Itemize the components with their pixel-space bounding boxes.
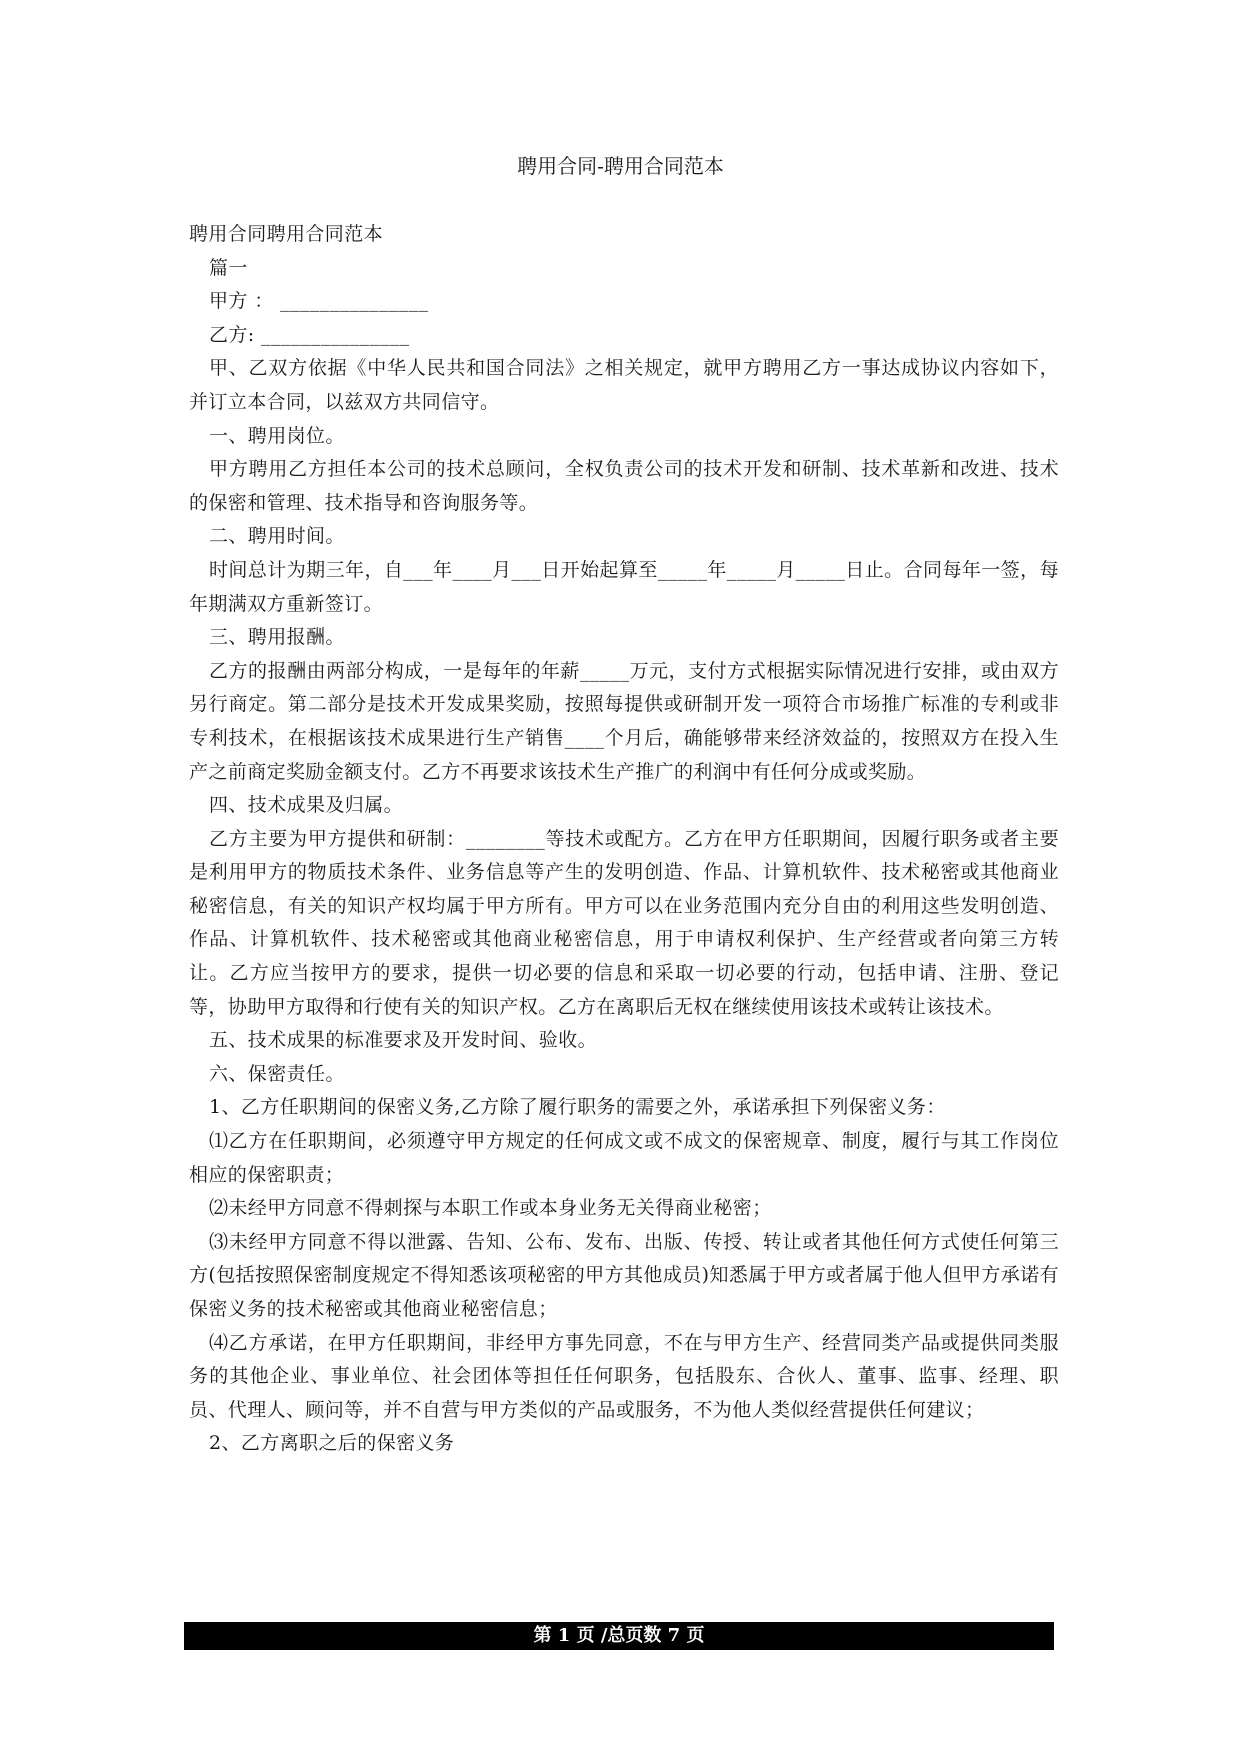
list-item: ⑵未经甲方同意不得刺探与本职工作或本身业务无关得商业秘密； [209, 1197, 772, 1220]
section-heading: 五、技术成果的标准要求及开发时间、验收。 [209, 1029, 598, 1052]
paragraph: 1、乙方任职期间的保密义务,乙方除了履行职务的需要之外，承诺承担下列保密义务： [209, 1096, 946, 1119]
paragraph: 聘用合同聘用合同范本 [189, 223, 384, 245]
section-heading: 六、保密责任。 [209, 1062, 345, 1085]
list-item: ⑴乙方在任职期间，必须遵守甲方规定的任何成文或不成文的保密规章、制度，履行与其工作岗位相应的保密职责； [189, 1130, 1059, 1186]
page-footer [184, 1622, 1054, 1650]
section-heading: 四、技术成果及归属。 [209, 794, 404, 817]
party-a-line: 甲方 ： _______________ [209, 290, 429, 313]
paragraph: 篇一 [209, 256, 248, 279]
paragraph: 2、乙方离职之后的保密义务 [209, 1432, 455, 1455]
document-body [189, 218, 1059, 1461]
paragraph: 时间总计为期三年，自___年____月___日开始起算至_____年_____月_____日止。合同每年一签，每年期满双方重新签订。 [189, 558, 1059, 615]
page-number-label: 第 1 页 /总页数 7 页 [533, 1625, 705, 1646]
section-heading: 二、聘用时间。 [209, 525, 345, 548]
section-heading: 一、聘用岗位。 [209, 424, 345, 447]
page-title: 聘用合同-聘用合同范本 [517, 154, 724, 178]
party-b-line: 乙方: _______________ [209, 323, 410, 346]
list-item: ⑷乙方承诺，在甲方任职期间，非经甲方事先同意，不在与甲方生产、经营同类产品或提供同类服务的其他企业、事业单位、社会团体等担任任何职务，包括股东、合伙人、董事、监事、经理、职员、代理人、顾问等，并不自营与甲方类似的产品或服务，不为他人类似经营提供任何建议； [189, 1331, 1059, 1421]
list-item: ⑶未经甲方同意不得以泄露、告知、公布、发布、出版、传授、转让或者其他任何方式使任何第三方(包括按照保密制度规定不得知悉该项秘密的甲方其他成员)知悉属于甲方或者属于他人但甲方承诺有保密义务的技术秘密或其他商业秘密信息； [189, 1230, 1059, 1320]
paragraph: 乙方主要为甲方提供和研制：________等技术或配方。乙方在甲方任职期间，因履行职务或者主要是利用甲方的物质技术条件、业务信息等产生的发明创造、作品、计算机软件、技术秘密或其他商业秘密信息，有关的知识产权均属于甲方所有。甲方可以在业务范围内充分自由的利用这些发明创造、作品、计算机软件、技术秘密或其他商业秘密信息，用于申请权利保护、生产经营或者向第三方转让。乙方应当按甲方的要求，提供一切必要的信息和采取一切必要的行动，包括申请、注册、登记等，协助甲方取得和行使有关的知识产权。乙方在离职后无权在继续使用该技术或转让该技术。 [189, 827, 1059, 1018]
paragraph: 乙方的报酬由两部分构成，一是每年的年薪_____万元，支付方式根据实际情况进行安排，或由双方另行商定。第二部分是技术开发成果奖励，按照每提供或研制开发一项符合市场推广标准的专利或非专利技术，在根据该技术成果进行生产销售____个月后，确能够带来经济效益的，按照双方在投入生产之前商定奖励金额支付。乙方不再要求该技术生产推广的利润中有任何分成或奖励。 [189, 659, 1059, 783]
paragraph: 甲、乙双方依据《中华人民共和国合同法》之相关规定，就甲方聘用乙方一事达成协议内容如下，并订立本合同，以兹双方共同信守。 [189, 357, 1059, 413]
section-heading: 三、聘用报酬。 [209, 626, 345, 649]
paragraph: 甲方聘用乙方担任本公司的技术总顾问，全权负责公司的技术开发和研制、技术革新和改进、技术的保密和管理、技术指导和咨询服务等。 [189, 458, 1059, 514]
